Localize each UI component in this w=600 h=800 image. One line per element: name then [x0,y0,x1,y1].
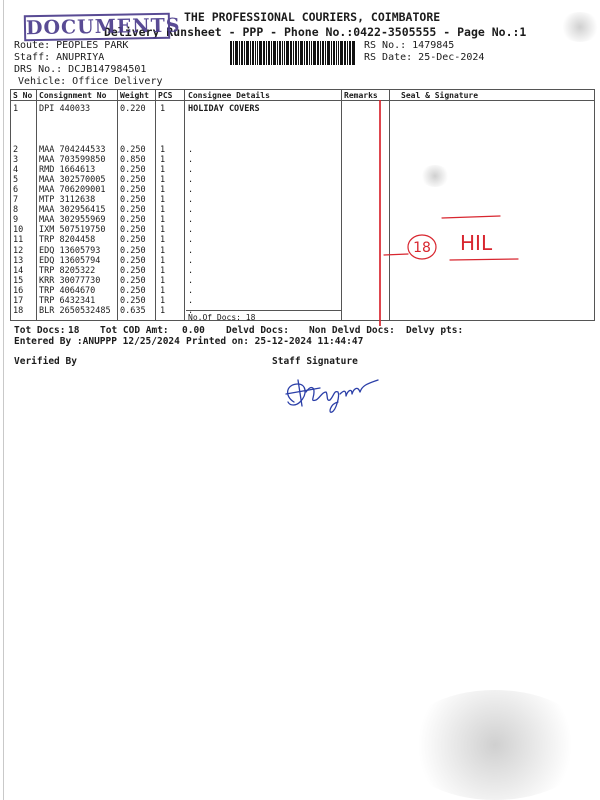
consignment-table [10,89,595,321]
cell-consignment: TRP 8205322 [39,265,96,276]
cell-sno: 6 [13,185,19,196]
cell-consignment: MTP 3112638 [39,195,96,206]
cell-sno: 1 [13,104,19,114]
cell-pcs: 1 [160,265,166,276]
cell-sno: 12 [13,245,24,256]
col-header-weight: Weight [120,91,149,100]
scan-smudge [400,690,590,800]
col-divider [389,90,390,320]
barcode [230,41,355,65]
cell-pcs: 1 [160,255,166,266]
cell-pcs: 1 [160,305,166,316]
header-divider [11,100,594,101]
cell-weight: 0.250 [120,285,146,296]
cell-consignee: . [188,275,194,286]
cell-sno: 13 [13,255,24,266]
cell-weight: 0.250 [120,225,146,236]
col-header-consignee: Consignee Details [188,91,270,100]
cell-consignee: . [188,145,194,155]
entered-by: Entered By :ANUPPP 12/25/2024 [14,336,180,347]
cell-weight: 0.250 [120,165,146,176]
printed-on: Printed on: 25-12-2024 11:44:47 [186,336,364,347]
cell-weight: 0.250 [120,295,146,306]
col-header-sno: S No [13,91,33,100]
tot-cod-label: Tot COD Amt: [100,325,169,336]
staff-signature-label: Staff Signature [272,356,358,367]
cell-consignment: BLR 2650532485 [39,305,111,316]
company-title: THE PROFESSIONAL COURIERS, COIMBATORE [184,10,441,24]
cell-pcs: 1 [160,195,166,206]
cell-consignment: TRP 6432341 [39,295,96,306]
handwritten-remark [380,210,520,270]
cell-sno: 17 [13,295,24,306]
cell-sno: 18 [13,305,24,316]
cell-sno: 9 [13,215,19,226]
cell-weight: 0.250 [120,185,146,196]
cell-consignee: . [188,245,194,256]
rs-number: RS No.: 1479845 [364,40,455,51]
cell-consignee: . [188,255,194,266]
col-divider [36,90,37,320]
cell-consignment: MAA 706209001 [39,185,106,196]
circled-number: 18 [413,240,431,256]
col-header-seal-signature: Seal & Signature [401,91,479,100]
cell-consignee: . [188,165,194,176]
col-header-remarks: Remarks [344,91,378,100]
col-divider [117,90,118,320]
col-divider [155,90,156,320]
cell-sno: 8 [13,205,19,216]
cell-weight: 0.850 [120,155,146,166]
cell-consignment: IXM 507519750 [39,225,106,236]
docs-count: No.Of Docs: 18 [188,313,256,322]
cell-consignment: DPI 440033 [39,104,91,114]
cell-sno: 16 [13,285,24,296]
cell-consignment: KRR 30077730 [39,275,101,286]
cell-pcs: 1 [160,295,166,306]
cell-sno: 11 [13,235,24,246]
vehicle-label: Vehicle: Office Delivery [18,76,163,87]
cell-sno: 7 [13,195,19,206]
cell-consignee: . [188,235,194,246]
cell-consignment: MAA 703599850 [39,155,106,166]
cell-sno: 5 [13,175,19,186]
cell-weight: 0.250 [120,275,146,286]
pen-stroke [450,259,518,260]
cell-pcs: 1 [160,185,166,196]
rs-date: RS Date: 25-Dec-2024 [364,52,485,63]
cell-consignee: . [188,175,194,186]
cell-consignment: MAA 302956415 [39,205,106,216]
route-label: Route: PEOPLES PARK [14,40,129,51]
cell-pcs: 1 [160,165,166,176]
runsheet-line: Delivery Runsheet - PPP - Phone No.:0422-3505555 - Page No.:1 [104,25,527,39]
cell-consignment: MAA 302955969 [39,215,106,226]
cell-weight: 0.250 [120,195,146,206]
tot-docs-value: 18 [68,325,80,336]
cell-sno: 4 [13,165,19,176]
cell-sno: 2 [13,145,19,155]
cell-weight: 0.250 [120,245,146,256]
cell-pcs: 1 [160,225,166,236]
col-header-pcs: PCS [158,91,173,100]
cell-sno: 10 [13,225,24,236]
cell-consignee: . [188,205,194,216]
cell-consignment: EDQ 13605793 [39,245,101,256]
tot-cod-value: 0.00 [182,325,205,336]
cell-weight: 0.250 [120,215,146,226]
cell-consignee: . [188,195,194,206]
col-divider [184,90,185,320]
delvd-docs-label: Delvd Docs: [226,325,289,336]
cell-consignment: MAA 704244533 [39,145,106,155]
cell-sno: 15 [13,275,24,286]
handwritten-initials: HIL [460,231,493,255]
tot-docs-label: Tot Docs: [14,325,66,336]
cell-weight: 0.250 [120,235,146,246]
docs-divider [186,310,341,311]
cell-consignment: EDQ 13605794 [39,255,101,266]
cell-consignee: HOLIDAY COVERS [188,104,260,114]
delvy-pts-label: Delvy pts: [406,325,464,336]
cell-consignment: RMD 1664613 [39,165,96,176]
cell-pcs: 1 [160,215,166,226]
cell-weight: 0.635 [120,305,146,316]
cell-weight: 0.250 [120,205,146,216]
cell-pcs: 1 [160,104,166,114]
staff-label: Staff: ANUPRIYA [14,52,105,63]
cell-consignee: . [188,215,194,226]
cell-pcs: 1 [160,145,166,155]
cell-pcs: 1 [160,275,166,286]
pen-stroke [384,254,408,255]
cell-sno: 14 [13,265,24,276]
drs-number: DRS No.: DCJB147984501 [14,64,147,75]
cell-consignment: TRP 4064670 [39,285,96,296]
cell-consignment: TRP 8204458 [39,235,96,246]
cell-weight: 0.250 [120,145,146,155]
cell-sno: 3 [13,155,19,166]
col-header-consignment: Consignment No [39,91,107,100]
cell-consignee: . [188,285,194,296]
cell-consignee: . [188,155,194,166]
cell-consignee: . [188,295,194,306]
cell-consignment: MAA 302570005 [39,175,106,186]
verified-by-label: Verified By [14,356,77,367]
cell-weight: 0.250 [120,265,146,276]
non-delvd-docs-label: Non Delvd Docs: [309,325,395,336]
cell-consignee: . [188,265,194,276]
page-edge-line [3,0,4,800]
cell-consignee: . [188,225,194,236]
cell-pcs: 1 [160,175,166,186]
cell-consignee: . [188,185,194,196]
cell-pcs: 1 [160,285,166,296]
cell-pcs: 1 [160,245,166,256]
cell-weight: 0.250 [120,175,146,186]
col-divider [341,90,342,320]
pen-stroke [442,216,500,218]
cell-weight: 0.220 [120,104,146,114]
cell-pcs: 1 [160,155,166,166]
scan-smudge [560,12,600,42]
documents-stamp: DOCUMENTS [24,13,170,42]
cell-consignee: . [188,305,194,316]
cell-weight: 0.250 [120,255,146,266]
cell-pcs: 1 [160,235,166,246]
staff-signature [280,372,380,416]
cell-pcs: 1 [160,205,166,216]
